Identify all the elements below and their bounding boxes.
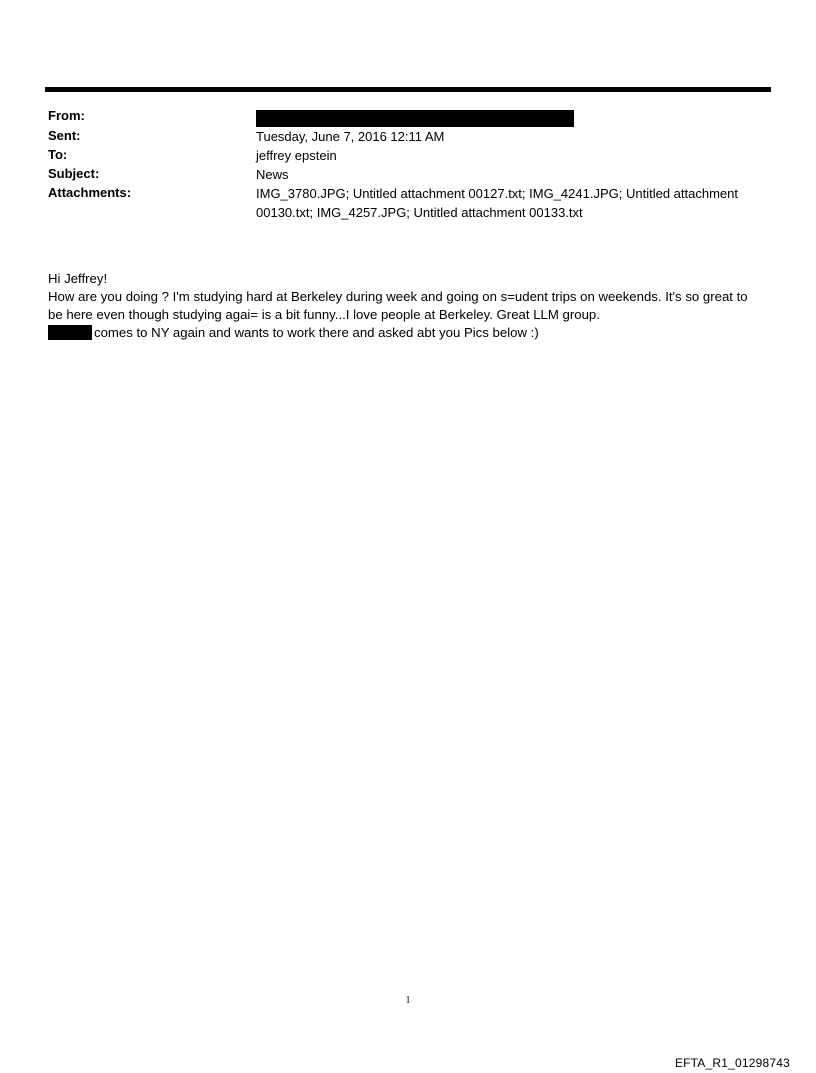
to-value: jeffrey epstein [256,147,337,163]
email-header [48,107,768,222]
attachments-line-1: IMG_3780.JPG; Untitled attachment 00127.txt; IMG_4241.JPG; Untitled attachment [256,185,738,201]
attachments-row [48,184,768,222]
body-line-2: be here even though studying agai= is a bit funny...I love people at Berkeley. Great LLM group. [48,307,600,322]
sent-row [48,127,768,146]
page-number: 1 [405,995,411,1006]
attachments-label: Attachments: [48,184,132,200]
attachments-value [256,184,768,222]
redaction-bar [256,110,574,127]
from-value [256,107,768,127]
body-line-1: How are you doing ? I'm studying hard at Berkeley during week and going on s=udent trips on weekends. It's so great to [48,289,748,304]
email-body [48,270,773,342]
attachments-line-2: 00130.txt; IMG_4257.JPG; Untitled attachment 00133.txt [256,204,583,220]
sent-value: Tuesday, June 7, 2016 12:11 AM [256,128,445,144]
from-row [48,107,768,127]
document-id: EFTA_R1_01298743 [674,1056,790,1070]
body-line-3-text: comes to NY again and wants to work there and asked abt you Pics below :) [94,325,539,340]
to-label: To: [48,146,68,162]
to-row [48,146,768,165]
sent-label: Sent: [48,127,81,143]
greeting: Hi Jeffrey! [48,271,108,286]
subject-row [48,165,768,184]
redaction-bar [48,325,92,340]
subject-value: News [256,166,289,182]
from-label: From: [48,108,85,123]
body-line-3 [48,324,773,342]
subject-label: Subject: [48,165,100,181]
header-divider [45,87,771,92]
